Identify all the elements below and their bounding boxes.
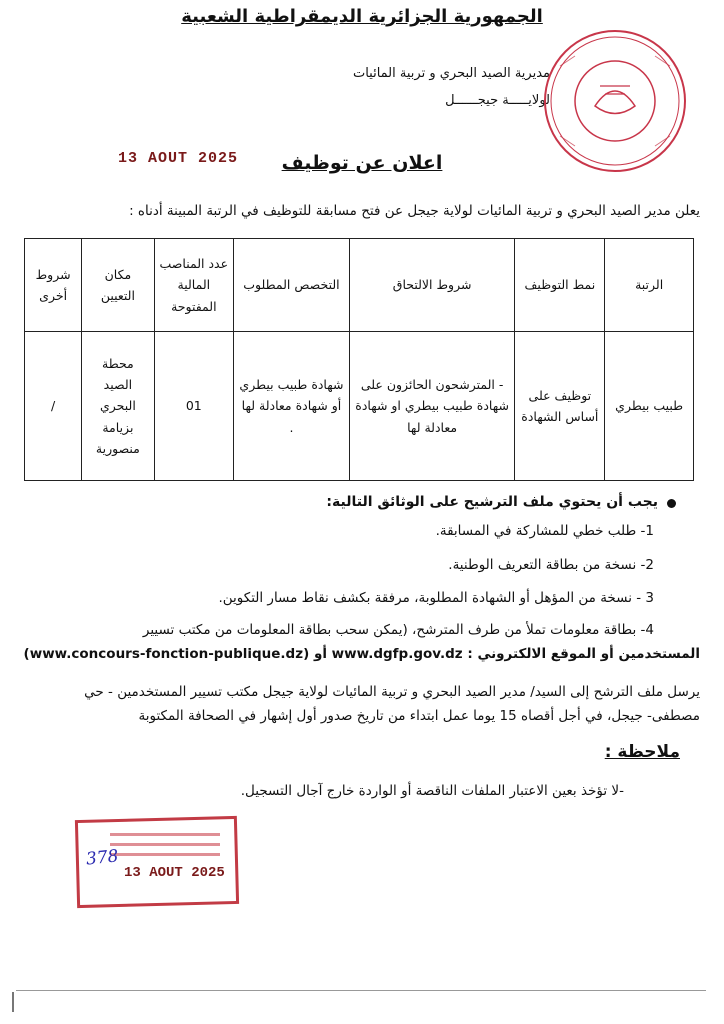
documents-heading: يجب أن يحتوي ملف الترشيح على الوثائق التالية: — [326, 494, 658, 510]
bullet-icon — [667, 499, 676, 508]
note-text: -لا تؤخذ بعين الاعتبار الملفات الناقصة أو الواردة خارج آجال التسجيل. — [240, 783, 624, 799]
cell-specialty: شهادة طبيب بيطري أو شهادة معادلة لها . — [234, 332, 350, 481]
wilaya-name: لولايـــــة جيجــــــل — [445, 93, 550, 108]
page-bottom-tick — [12, 992, 14, 1012]
table-row — [25, 332, 694, 481]
col-header-positions: عدد المناصب المالية المفتوحة — [154, 239, 234, 332]
document-item: 4- بطاقة معلومات تملأ من طرف المترشح، (يمكن سحب بطاقة المعلومات من مكتب تسيير — [142, 622, 654, 638]
col-header-specialty: التخصص المطلوب — [234, 239, 350, 332]
document-item-continuation: المستخدمين أو الموقع الالكتروني : www.dgfp.gov.dz أو (www.concours-fonction-publique.dz) — [23, 646, 700, 662]
country-header: الجمهورية الجزائرية الديمقراطية الشعبية — [181, 6, 543, 27]
date-stamp: 13 AOUT 2025 — [118, 150, 239, 167]
document-item: 2- نسخة من بطاقة التعريف الوطنية. — [448, 557, 654, 573]
cell-other: / — [25, 332, 82, 481]
cell-location: محطة الصيد البحري بزيامة منصورية — [82, 332, 154, 481]
registration-date: 13 AOUT 2025 — [124, 865, 225, 881]
page-bottom-rule — [16, 990, 706, 991]
page-title: اعلان عن توظيف — [281, 152, 443, 174]
cell-rank: طبيب بيطري — [605, 332, 694, 481]
col-header-mode: نمط التوظيف — [515, 239, 605, 332]
cell-conditions: - المترشحون الحائزون على شهادة طبيب بيطري او شهادة معادلة لها — [349, 332, 515, 481]
col-header-conditions: شروط الالتحاق — [349, 239, 515, 332]
intro-text: يعلن مدير الصيد البحري و تربية المائيات لولاية جيجل عن فتح مسابقة للتوظيف في الرتبة المبينة أدناه : — [129, 203, 700, 219]
document-item: 3 - نسخة من المؤهل أو الشهادة المطلوبة، مرفقة بكشف نقاط مسار التكوين. — [218, 590, 654, 606]
send-instructions-2: مصطفى- جيجل، في أجل أقصاه 15 يوما عمل ابتداء من تاريخ صدور أول إشهار في الصحافة المكتوبة — [138, 708, 700, 724]
table-header-row — [25, 239, 694, 332]
note-title: ملاحظة : — [604, 742, 680, 762]
document-item: 1- طلب خطي للمشاركة في المسابقة. — [435, 523, 654, 539]
col-header-location: مكان التعيين — [82, 239, 154, 332]
positions-table — [24, 238, 694, 481]
cell-positions: 01 — [154, 332, 234, 481]
registration-number: 378 — [85, 846, 120, 870]
col-header-other: شروط أخرى — [25, 239, 82, 332]
directorate-name: مديرية الصيد البحري و تربية المائيات — [352, 66, 550, 81]
stamp-text-lines — [110, 826, 220, 863]
col-header-rank: الرتبة — [605, 239, 694, 332]
send-instructions-1: يرسل ملف الترشح إلى السيد/ مدير الصيد البحري و تربية المائيات لولاية جيجل مكتب تسيير المستخدمين - حي — [84, 684, 700, 700]
cell-mode: توظيف على أساس الشهادة — [515, 332, 605, 481]
